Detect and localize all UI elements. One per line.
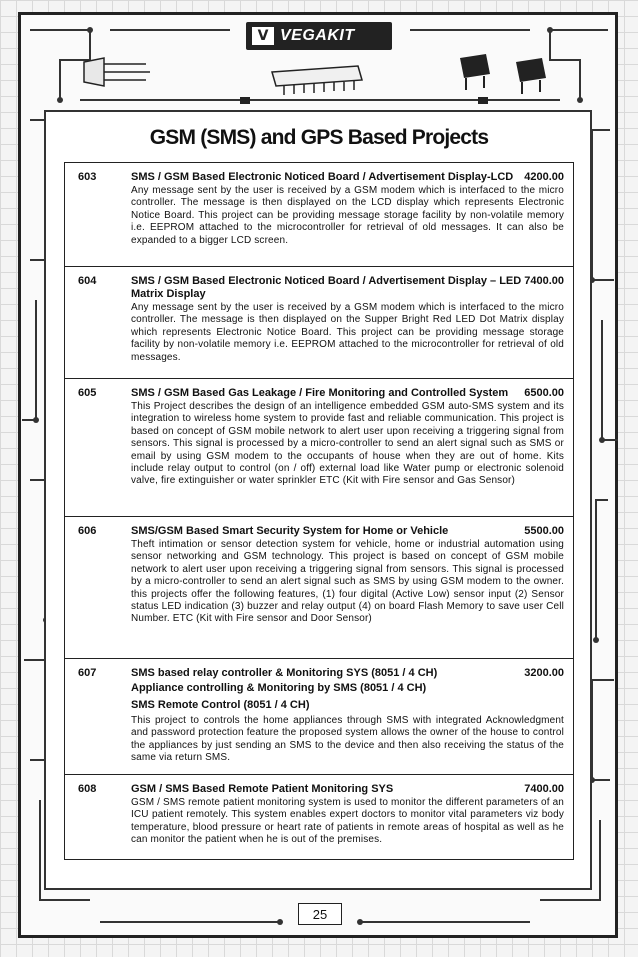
project-row — [65, 517, 573, 659]
project-price: 7400.00 — [524, 783, 564, 795]
page-title: GSM (SMS) and GPS Based Projects — [149, 126, 489, 149]
project-description: Any message sent by the user is received by a GSM modem which is interfaced to the micro controller. The message is then displayed on the LCD display which represents Electronic Notice Board. This project can be providing message storage facility by non-volatile memory i.e. EEPROM attached to the microcontroller for retrieval of old messages. It can also be expanded to a bigger LCD screen. — [131, 185, 564, 246]
project-row — [65, 379, 573, 517]
project-description: This Project describes the design of an intelligence embedded GSM auto-SMS system and its integration to wireless home system to provide fast and reliable communication. This project is based on concept of GSM mobile network to alert user upon receiving a triggering signal from sensors. This signal is processed by a micro-controller to send an alert signal such as SMS or email by using GSM modem to the occupants of house when they are out of home. Kits include relay output to control (on / off) external load like Water pump or electronic solenoid valve, fire extinguisher or water sprinkler ETC (Kit with Fire sensor and Gas Sensor) — [131, 401, 564, 487]
project-code: 604 — [78, 275, 97, 287]
project-title: SMS / GSM Based Gas Leakage / Fire Monitoring and Controlled System — [131, 387, 509, 399]
page-number: 25 — [298, 903, 342, 925]
project-code: 607 — [78, 667, 97, 679]
project-price: 7400.00 — [524, 275, 564, 287]
project-price: 3200.00 — [524, 667, 564, 679]
project-row — [65, 163, 573, 267]
project-subtitle: SMS Remote Control (8051 / 4 CH) — [131, 699, 310, 711]
project-description: GSM / SMS remote patient monitoring system is used to monitor the different parameters of an ICU patient remotely. This system enables expert doctors to monitor vital parameters viz body temperature, blood pressure or heart rate of patients in remote areas of hospital as well as he can monitor the patient when he is out of the premises. — [131, 797, 564, 846]
project-row — [65, 659, 573, 775]
project-title: SMS based relay controller & Monitoring SYS (8051 / 4 CH) — [131, 667, 438, 679]
project-price: 6500.00 — [524, 387, 564, 399]
project-description: This project to controls the home appliances through SMS with integrated Acknowledgment and password protection feature the proposed system allows the owner of the house to control the appliances by just sending an SMS to the device and then also receiving the status of the same via return SMS. — [131, 715, 564, 764]
project-description: Theft intimation or sensor detection system for vehicle, home or industrial automation using sensor networking and GSM technology. This project is based on concept of GSM mobile network to alert user upon receiving a triggering signal from sensors. This signal is processed by a micro-controller to send an alert signal such as SMS by using GSM modem to the owner. this projects offer the following features, (1) four digital (Active Low) sensor input (2) Sensor status LED indication (3) buzzer and relay output (4) on board Flash Memory to save user Cell Number. ETC (Kit with Fire sensor and Door Sensor) — [131, 539, 564, 625]
project-code: 606 — [78, 525, 97, 537]
project-code: 603 — [78, 171, 97, 183]
project-title: GSM / SMS Based Remote Patient Monitoring SYS — [131, 783, 394, 795]
project-row — [65, 775, 573, 859]
project-price: 4200.00 — [524, 171, 564, 183]
project-subtitle: Appliance controlling & Monitoring by SMS (8051 / 4 CH) — [131, 682, 427, 694]
project-title: SMS/GSM Based Smart Security System for Home or Vehicle — [131, 525, 449, 537]
project-title: SMS / GSM Based Electronic Noticed Board / Advertisement Display – LED Matrix Display — [131, 275, 522, 300]
transistor-icon — [84, 58, 150, 86]
logo-mark-icon: V — [252, 27, 274, 45]
brand-name: VEGAKIT — [280, 27, 355, 44]
project-row — [65, 267, 573, 379]
chip-icon — [272, 66, 362, 95]
project-price: 5500.00 — [524, 525, 564, 537]
projects-table — [64, 162, 574, 860]
project-code: 608 — [78, 783, 97, 795]
project-code: 605 — [78, 387, 97, 399]
project-title: SMS / GSM Based Electronic Noticed Board / Advertisement Display-LCD — [131, 171, 514, 183]
project-description: Any message sent by the user is received by a GSM modem which is interfaced to the micro controller. The message is then displayed on the Supper Bright Red LED Dot Matrix display which represents Electronic Notice Board. This project can be providing message storage facility by non-volatile memory i.e. EEPROM attached to the microcontroller for retrieval of old messages. — [131, 302, 564, 363]
vegakit-logo — [246, 22, 392, 50]
smd-component-icon — [460, 54, 546, 94]
